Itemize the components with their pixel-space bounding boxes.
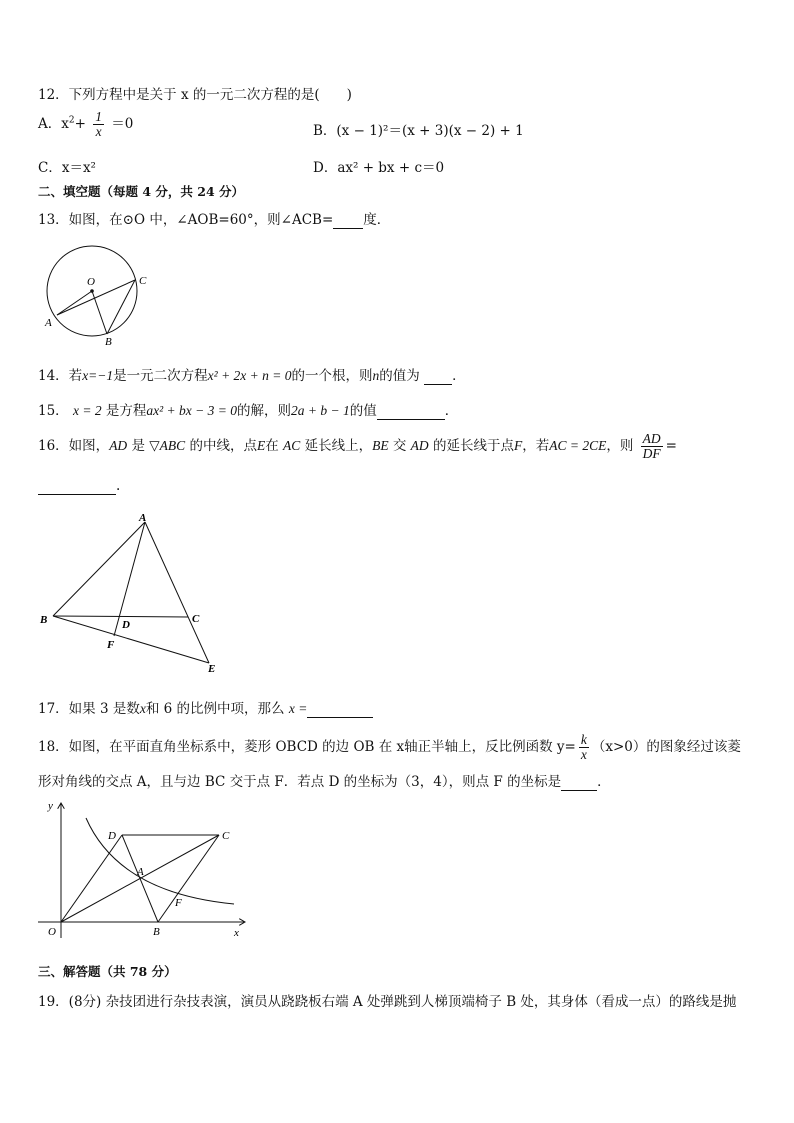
q12-option-c: C．x＝x²	[38, 160, 96, 176]
q18-label-d: D	[108, 830, 116, 842]
q16-equals: =	[665, 438, 677, 455]
q15-condition: x = 2	[72, 403, 102, 418]
q15-mid2: 的解，则	[237, 403, 292, 419]
q19-stem: 19．(8分) 杂技团进行杂技表演，演员从跷跷板右端 A 处弹跳到人梯顶端椅子 B 处，其身体（看成一点）的路线是抛	[38, 994, 737, 1010]
q13-label-a: A	[45, 317, 52, 329]
q16-answer-line	[38, 478, 120, 495]
q16-end: .	[116, 478, 121, 494]
q18-label-a: A	[137, 866, 144, 878]
q16-f: F	[513, 438, 523, 454]
q16-ad: AD	[109, 438, 128, 454]
q12-a-numerator: 1	[95, 109, 102, 124]
q14-stem	[38, 364, 466, 385]
q12-a-denominator: x	[95, 124, 102, 140]
q15-tail: 的值	[349, 403, 377, 419]
q14-mid: 是一元二次方程	[113, 368, 208, 384]
q18-coordinate-figure	[34, 798, 250, 940]
q18-label-x: x	[234, 927, 239, 939]
q18-line1-pre: 18．如图，在平面直角坐标系中，菱形 OBCD 的边 OB 在 x轴正半轴上，反比例函数 y=	[38, 739, 576, 756]
q18-label-o: O	[48, 926, 56, 938]
q13-circle-figure	[36, 238, 156, 350]
q12-stem: 12．下列方程中是关于 x 的一元二次方程的是( )	[38, 87, 352, 103]
q17-pre: 17．如果 3 是数	[38, 701, 140, 717]
q16-label-a: A	[139, 512, 147, 524]
q13-stem	[38, 208, 390, 229]
q16-ac: AC	[283, 438, 301, 454]
q16-condition: AC = 2CE	[549, 438, 607, 454]
q13-tail: 度．	[363, 212, 391, 228]
q14-end: ．	[452, 368, 466, 384]
q16-t3: 在	[265, 438, 279, 455]
q12-a-label: A．x	[38, 116, 69, 133]
q15-equation: ax² + bx − 3 = 0	[146, 403, 238, 418]
q16-frac-numerator: AD	[642, 431, 661, 446]
q12-option-b: B．(x − 1)²＝(x + 3)(x − 2) + 1	[313, 123, 524, 139]
q16-t4: 延长线上，	[304, 438, 373, 455]
q16-label-e: E	[208, 663, 216, 675]
q16-label-d: D	[122, 619, 130, 631]
q18-frac-k: k	[580, 732, 587, 747]
q18-frac-x: x	[580, 747, 587, 763]
q16-t6: 的延长线于点	[432, 438, 514, 455]
q18-line-2	[38, 770, 611, 791]
q16-t1: 是	[131, 438, 145, 455]
q18-end: ．	[597, 774, 611, 790]
q16-stem	[38, 432, 677, 461]
q16-label-f: F	[107, 639, 115, 651]
q17-mid: 和 6 的比例中项，那么	[145, 701, 285, 717]
q16-t8: ，则	[606, 438, 634, 455]
q12-option-d: D．ax² + bx + c＝0	[313, 160, 445, 176]
section-3-title: 三、解答题（共 78 分）	[38, 964, 177, 979]
q14-tail: 的值为	[379, 368, 420, 384]
q14-pre: 14．若	[38, 368, 83, 384]
q16-t7: ，若	[522, 438, 550, 455]
q17-stem	[38, 697, 373, 718]
q16-pre: 16．如图，	[38, 438, 110, 455]
q15-end: ．	[444, 403, 459, 419]
q18-label-c: C	[222, 830, 230, 842]
q16-frac-denominator: DF	[642, 446, 661, 462]
q15-mid: 是方程	[105, 403, 147, 419]
q13-label-b: B	[105, 336, 112, 348]
q18-label-y: y	[48, 800, 53, 812]
q16-ad2: AD	[410, 438, 429, 454]
q17-eq: x =	[288, 701, 308, 716]
q16-e: E	[256, 438, 266, 454]
q16-triangle-figure	[36, 510, 226, 676]
q15-expression: 2a + b − 1	[291, 403, 350, 418]
q16-label-c: C	[192, 613, 200, 625]
q14-mid2: 的一个根，则	[291, 368, 373, 384]
q14-equation: x² + 2x + n = 0	[207, 368, 292, 383]
q15-pre: 15．	[38, 403, 69, 419]
q16-t5: 交	[392, 438, 407, 455]
q16-be: BE	[372, 438, 389, 454]
q15-stem	[38, 399, 458, 420]
q18-label-b: B	[153, 926, 160, 938]
q16-label-b: B	[40, 614, 48, 626]
q13-text: 13．如图，在⊙O 中，∠AOB=60°，则∠ACB=	[38, 212, 334, 228]
q18-label-f: F	[175, 897, 182, 909]
q14-condition: x=−1	[82, 368, 114, 383]
q16-t2: 的中线，点	[189, 438, 257, 455]
q12-a-tail: ＝0	[111, 116, 134, 133]
q18-line1-post: （x>0）的图象经过该菱	[591, 739, 741, 756]
q13-label-o: O	[87, 276, 95, 288]
section-2-title: 二、填空题（每题 4 分，共 24 分）	[38, 184, 245, 199]
q18-line-1	[38, 733, 741, 762]
q12-a-plus: +	[74, 116, 86, 133]
q13-label-c: C	[139, 275, 147, 287]
q17-x: x	[139, 701, 146, 716]
q16-triangle: ▽ABC	[149, 438, 186, 454]
q14-variable: n	[372, 368, 380, 383]
q12-option-a: A．$x^2+$ $\frac{1}{x}$ ＝0	[38, 109, 134, 140]
q18-line2-text: 形对角线的交点 A，且与边 BC 交于点 F．若点 D 的坐标为（3，4），则点 F 的坐标是	[38, 774, 562, 790]
